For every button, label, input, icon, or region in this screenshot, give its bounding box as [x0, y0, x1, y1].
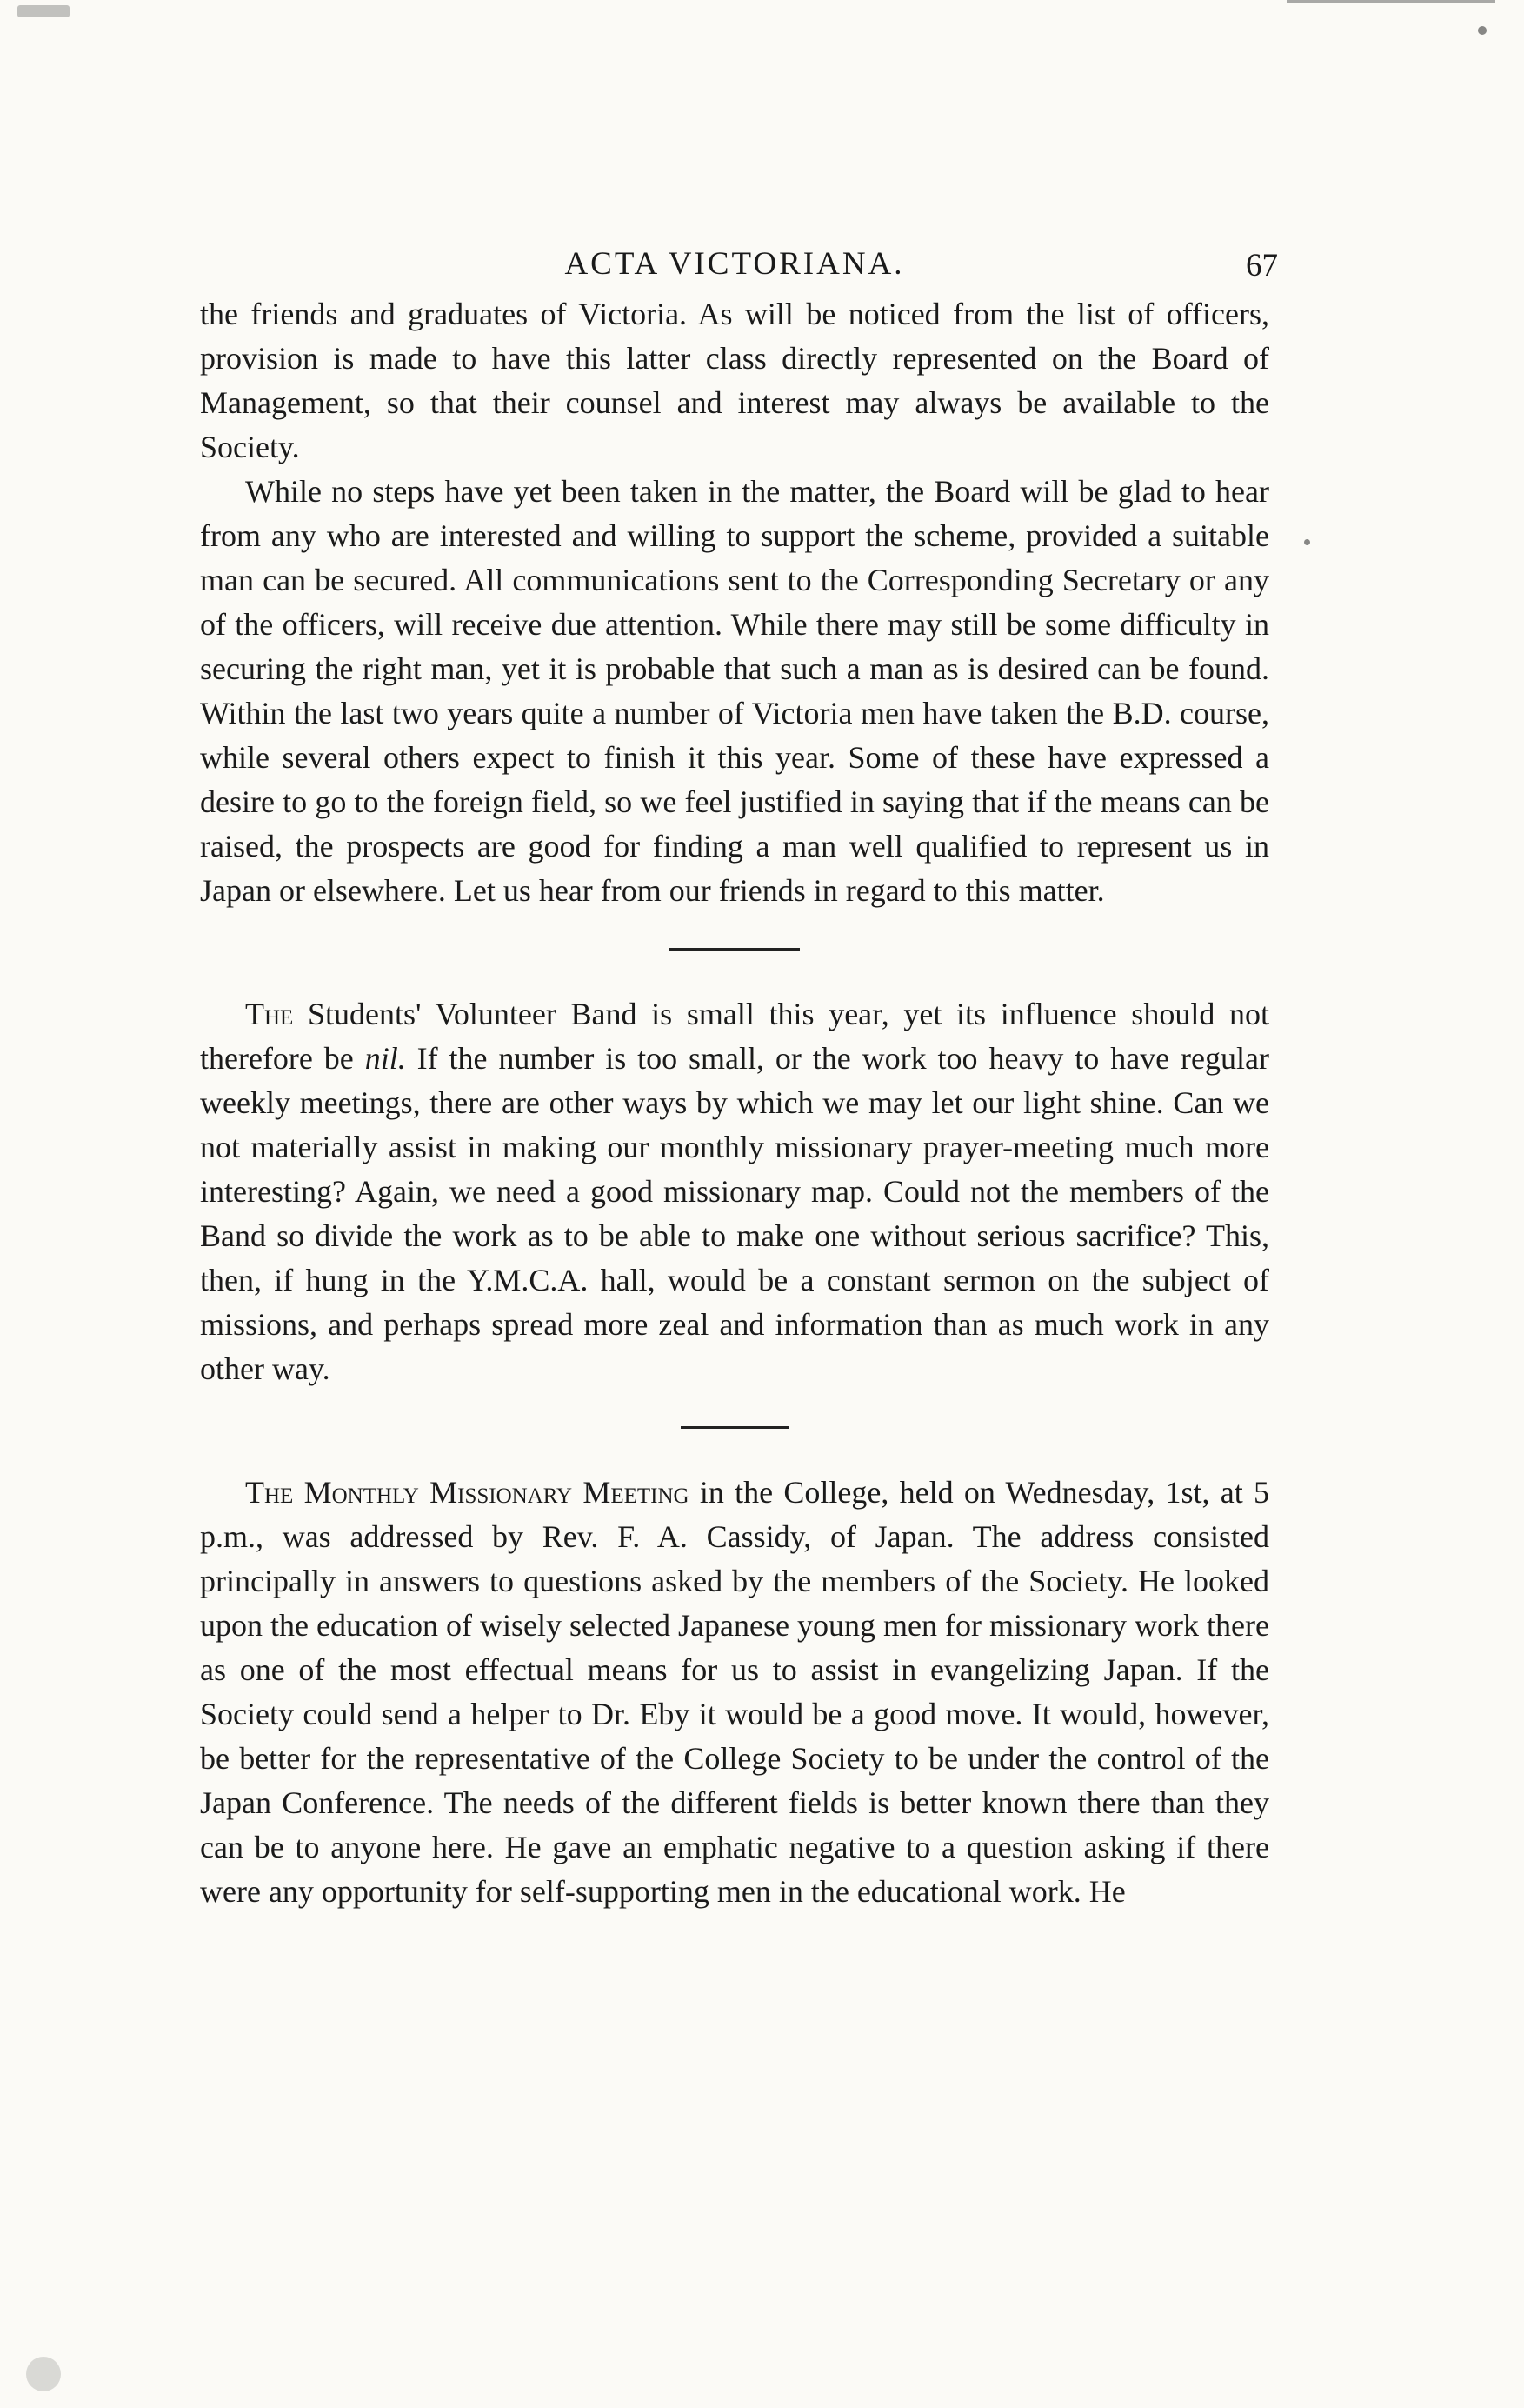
scan-mark [1304, 539, 1310, 545]
section-divider [681, 1426, 789, 1429]
lead-words: The Monthly Missionary Meeting [245, 1475, 689, 1510]
paragraph-continued: the friends and graduates of Victoria. As will be noticed from the list of officers, provision is made to have this latter class directly represented on the Board of Management, so that their counsel and interest may always be available to the Society. [200, 297, 1269, 464]
running-head [200, 235, 1278, 287]
paragraph-text: Students' Volunteer Band is small this year, yet its influence should not therefore be [200, 997, 1269, 1076]
scan-mark [1287, 0, 1495, 3]
scan-mark [17, 5, 70, 17]
paragraph-missionary-scheme: While no steps have yet been taken in the matter, the Board will be glad to hear from any who are interested and willing to support the scheme, provided a suitable man can be secured. All communications sent to the Corresponding Secretary or any of the officers, will receive due attention. While there may still be some difficulty in securing the right man, yet it is probable that such a man as is desired can be found. Within the last two years quite a number of Victoria men have taken the B.D. course, while several others expect to finish it this year. Some of these have expressed a desire to go to the foreign field, so we feel justified in saying that if the means can be raised, the prospects are good for finding a man well qualified to represent us in Japan or elsewhere. Let us hear from our friends in regard to this matter. [200, 474, 1269, 908]
paragraph-text: in the College, held on Wednesday, 1st, at 5 p.m., was addressed by Rev. F. A. Cassidy, of Japan. The address consisted principally in answers to questions asked by the members of the Society. He looked upon the education of wisely selected Japanese young men for missionary work there as one of the most effectual means for us to assist in evangelizing Japan. If the Society could send a helper to Dr. Eby it would be a good move. It would, however, be better for the representative of the College Society to be under the control of the Japan Conference. The needs of the different fields is better known there than they can be to anyone here. He gave an emphatic negative to a question asking if there were any opportunity for self-supporting men in the educational work. He [200, 1475, 1269, 1909]
lead-words: The [245, 997, 294, 1031]
running-title: ACTA VICTORIANA. [564, 246, 905, 282]
paragraph-volunteer-band [200, 992, 1269, 1391]
italic-word: nil. [364, 1041, 406, 1076]
scan-mark [1478, 26, 1487, 35]
paragraph-monthly-meeting [200, 1471, 1269, 1914]
section-divider [669, 948, 800, 951]
paragraph-text: If the number is too small, or the work too heavy to have regular weekly meetings, there are other ways by which we may let our light shine. Can we not materially assist in making our monthly missionary prayer-meeting much more interesting? Again, we need a good missionary map. Could not the members of the Band so divide the work as to be able to make one without serious sacrifice? This, then, if hung in the Y.M.C.A. hall, would be a constant sermon on the subject of missions, and perhaps spread more zeal and information than as much work in any other way. [200, 1041, 1269, 1386]
page-number: 67 [1246, 248, 1278, 283]
document-page [200, 235, 1278, 1914]
scan-mark [26, 2357, 61, 2391]
